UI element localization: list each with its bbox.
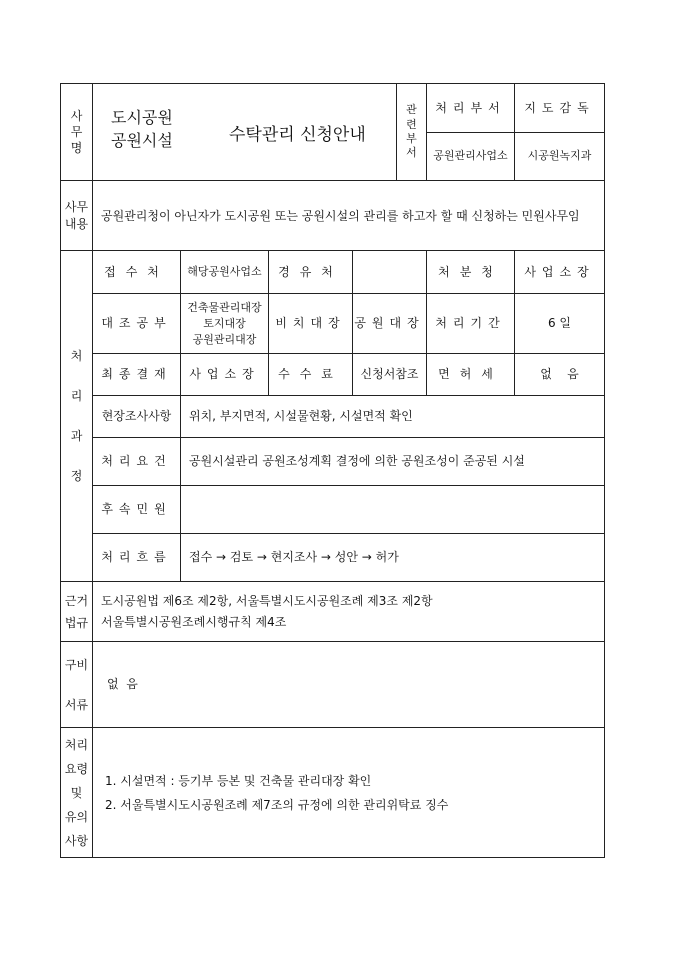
form-page [60,83,605,858]
site-survey-value: 위치, 부지면적, 시설물현황, 시설면적 확인 [181,396,605,438]
page-title: 수탁관리 신청안내 [229,125,366,145]
title-sub: 도시공원 공원시설 [111,108,173,151]
disposal-value: 사업소장 [515,251,605,294]
final-approval-label: 최종결재 [93,354,181,396]
fee-label: 수수료 [269,354,353,396]
license-tax-label: 면허세 [427,354,515,396]
reception-label: 접수처 [93,251,181,294]
law-label: 근거 법규 [61,582,93,642]
via-label: 경유처 [269,251,353,294]
license-tax-value: 없 음 [515,354,605,396]
guide-table [60,83,605,858]
guidance-value: 시공원녹지과 [515,132,605,181]
disposal-label: 처분청 [427,251,515,294]
requirement-value: 공원시설관리 공원조성계획 결정에 의한 공원조성이 준공된 시설 [181,438,605,486]
samu-label: 사 무 명 [61,84,93,181]
guidance-header: 지도감독 [515,84,605,133]
content-label: 사무 내용 [61,181,93,251]
note-line-1: 1. 시설면적 : 등기부 등본 및 건축물 관리대장 확인 [105,773,372,788]
content-text: 공원관리청이 아닌자가 도시공원 또는 공원시설의 관리를 하고자 할 때 신청하는 민원사무임 [93,181,605,251]
final-approval-value: 사업소장 [181,354,269,396]
ledger-label: 대조공부 [93,294,181,354]
notes-text [93,728,605,858]
keep-ledger-label: 비치대장 [269,294,353,354]
handling-dept-header: 처리부서 [427,84,515,133]
flow-value: 접수 → 검토 → 현지조사 → 성안 → 허가 [181,534,605,582]
flow-label: 처리흐름 [93,534,181,582]
handling-dept-value: 공원관리사업소 [427,132,515,181]
fee-value: 신청서참조 [353,354,427,396]
ledger-value: 건축물관리대장 토지대장 공원관리대장 [181,294,269,354]
law-line-2: 서울특별시공원조례시행규칙 제4조 [101,614,287,629]
keep-ledger-value: 공원대장 [353,294,427,354]
follow-up-label: 후속민원 [93,486,181,534]
notes-label: 처리 요령 및 유의 사항 [61,728,93,858]
period-value: 6 일 [515,294,605,354]
via-value [353,251,427,294]
follow-up-value [181,486,605,534]
docs-label: 구비 서류 [61,642,93,728]
law-line-1: 도시공원법 제6조 제2항, 서울특별시도시공원조례 제3조 제2항 [101,593,433,608]
title-cell [93,84,397,181]
requirement-label: 처리요건 [93,438,181,486]
related-dept-label: 관 련 부 서 [397,84,427,181]
period-label: 처리기간 [427,294,515,354]
law-text [93,582,605,642]
docs-value: 없 음 [93,642,605,728]
reception-value: 해당공원사업소 [181,251,269,294]
process-label: 처 리 과 정 [61,251,93,582]
site-survey-label: 현장조사사항 [93,396,181,438]
note-line-2: 2. 서울특별시도시공원조례 제7조의 규정에 의한 관리위탁료 징수 [105,797,449,812]
